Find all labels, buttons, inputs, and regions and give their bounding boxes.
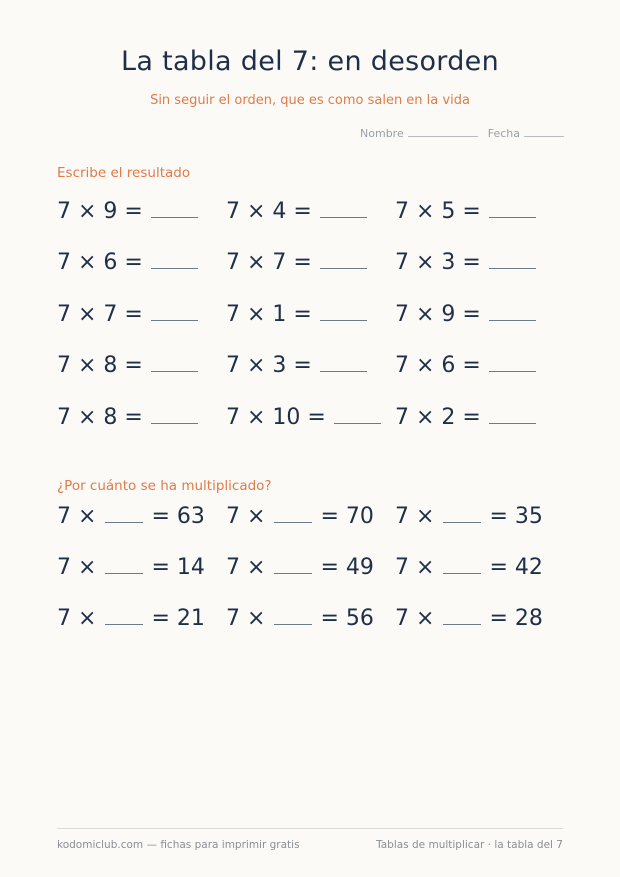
problem-cell: [395, 353, 564, 378]
problem-cell: [395, 302, 564, 327]
problem-text: 7 × 5 =: [395, 199, 481, 224]
date-blank: [524, 126, 564, 137]
missing-factor-cell: [395, 504, 564, 529]
problem-left: 7 ×: [395, 504, 435, 529]
answer-blank: [489, 199, 536, 218]
factor-blank: [443, 555, 481, 574]
problem-left: 7 ×: [226, 606, 266, 631]
problem-cell: [226, 250, 395, 275]
answer-blank: [320, 353, 367, 372]
answer-blank: [151, 199, 198, 218]
factor-blank: [105, 606, 143, 625]
missing-factor-cell: [395, 606, 564, 631]
date-label: Fecha: [487, 127, 520, 140]
answer-blank: [489, 302, 536, 321]
name-blank: [408, 126, 478, 137]
problem-text: 7 × 7 =: [226, 250, 312, 275]
problem-left: 7 ×: [395, 555, 435, 580]
problem-text: 7 × 3 =: [226, 353, 312, 378]
date-field: [488, 126, 564, 140]
problem-left: 7 ×: [395, 606, 435, 631]
problem-right: = 28: [489, 606, 543, 631]
problem-text: 7 × 2 =: [395, 405, 481, 430]
section1-title: Escribe el resultado: [57, 165, 191, 181]
section1-row: [57, 405, 564, 430]
answer-blank: [320, 199, 367, 218]
answer-blank: [151, 302, 198, 321]
section1-row: [57, 353, 564, 378]
worksheet-title: La tabla del 7: en desorden: [121, 46, 499, 77]
problem-right: = 42: [489, 555, 543, 580]
problem-text: 7 × 9 =: [395, 302, 481, 327]
problem-left: 7 ×: [57, 555, 97, 580]
section2-row: [57, 606, 564, 631]
factor-blank: [105, 504, 143, 523]
problem-left: 7 ×: [226, 555, 266, 580]
factor-blank: [443, 606, 481, 625]
answer-blank: [334, 405, 381, 424]
problem-text: 7 × 7 =: [57, 302, 143, 327]
problem-left: 7 ×: [57, 606, 97, 631]
worksheet-subtitle: Sin seguir el orden, que es como salen en la vida: [150, 93, 470, 108]
answer-blank: [151, 353, 198, 372]
problem-right: = 49: [320, 555, 374, 580]
missing-factor-cell: [395, 555, 564, 580]
section1-row: [57, 199, 564, 224]
answer-blank: [489, 405, 536, 424]
problem-cell: [57, 250, 226, 275]
name-label: Nombre: [360, 127, 404, 140]
section2-title: ¿Por cuánto se ha multiplicado?: [57, 478, 272, 494]
problem-cell: [226, 199, 395, 224]
name-field: [360, 126, 478, 140]
name-date-fields: [360, 126, 564, 140]
problem-cell: [226, 353, 395, 378]
missing-factor-cell: [57, 555, 226, 580]
answer-blank: [489, 353, 536, 372]
answer-blank: [320, 250, 367, 269]
problem-right: = 63: [151, 504, 205, 529]
footer-divider: [57, 828, 563, 829]
problem-right: = 21: [151, 606, 205, 631]
problem-text: 7 × 3 =: [395, 250, 481, 275]
answer-blank: [151, 250, 198, 269]
factor-blank: [274, 504, 312, 523]
problem-right: = 14: [151, 555, 205, 580]
problem-left: 7 ×: [226, 504, 266, 529]
problem-text: 7 × 8 =: [57, 353, 143, 378]
problem-right: = 35: [489, 504, 543, 529]
problem-right: = 70: [320, 504, 374, 529]
missing-factor-cell: [57, 504, 226, 529]
factor-blank: [105, 555, 143, 574]
section2-row: [57, 504, 564, 529]
section2-row: [57, 555, 564, 580]
problem-cell: [57, 353, 226, 378]
missing-factor-cell: [226, 555, 395, 580]
problem-left: 7 ×: [57, 504, 97, 529]
problem-cell: [226, 302, 395, 327]
factor-blank: [274, 606, 312, 625]
problem-cell: [57, 405, 226, 430]
missing-factor-cell: [57, 606, 226, 631]
footer-site: kodomiclub.com — fichas para imprimir gratis: [57, 839, 300, 851]
footer-topic: Tablas de multiplicar · la tabla del 7: [376, 839, 563, 851]
problem-cell: [57, 199, 226, 224]
problem-text: 7 × 6 =: [57, 250, 143, 275]
problem-text: 7 × 10 =: [226, 405, 326, 430]
problem-cell: [57, 302, 226, 327]
problem-cell: [395, 250, 564, 275]
answer-blank: [489, 250, 536, 269]
answer-blank: [151, 405, 198, 424]
problem-cell: [395, 199, 564, 224]
problem-text: 7 × 1 =: [226, 302, 312, 327]
section1-row: [57, 250, 564, 275]
problem-cell: [395, 405, 564, 430]
missing-factor-cell: [226, 504, 395, 529]
problem-text: 7 × 6 =: [395, 353, 481, 378]
missing-factor-cell: [226, 606, 395, 631]
section1-row: [57, 302, 564, 327]
problem-right: = 56: [320, 606, 374, 631]
problem-cell: [226, 405, 395, 430]
problem-text: 7 × 4 =: [226, 199, 312, 224]
answer-blank: [320, 302, 367, 321]
problem-text: 7 × 8 =: [57, 405, 143, 430]
problem-text: 7 × 9 =: [57, 199, 143, 224]
factor-blank: [274, 555, 312, 574]
factor-blank: [443, 504, 481, 523]
